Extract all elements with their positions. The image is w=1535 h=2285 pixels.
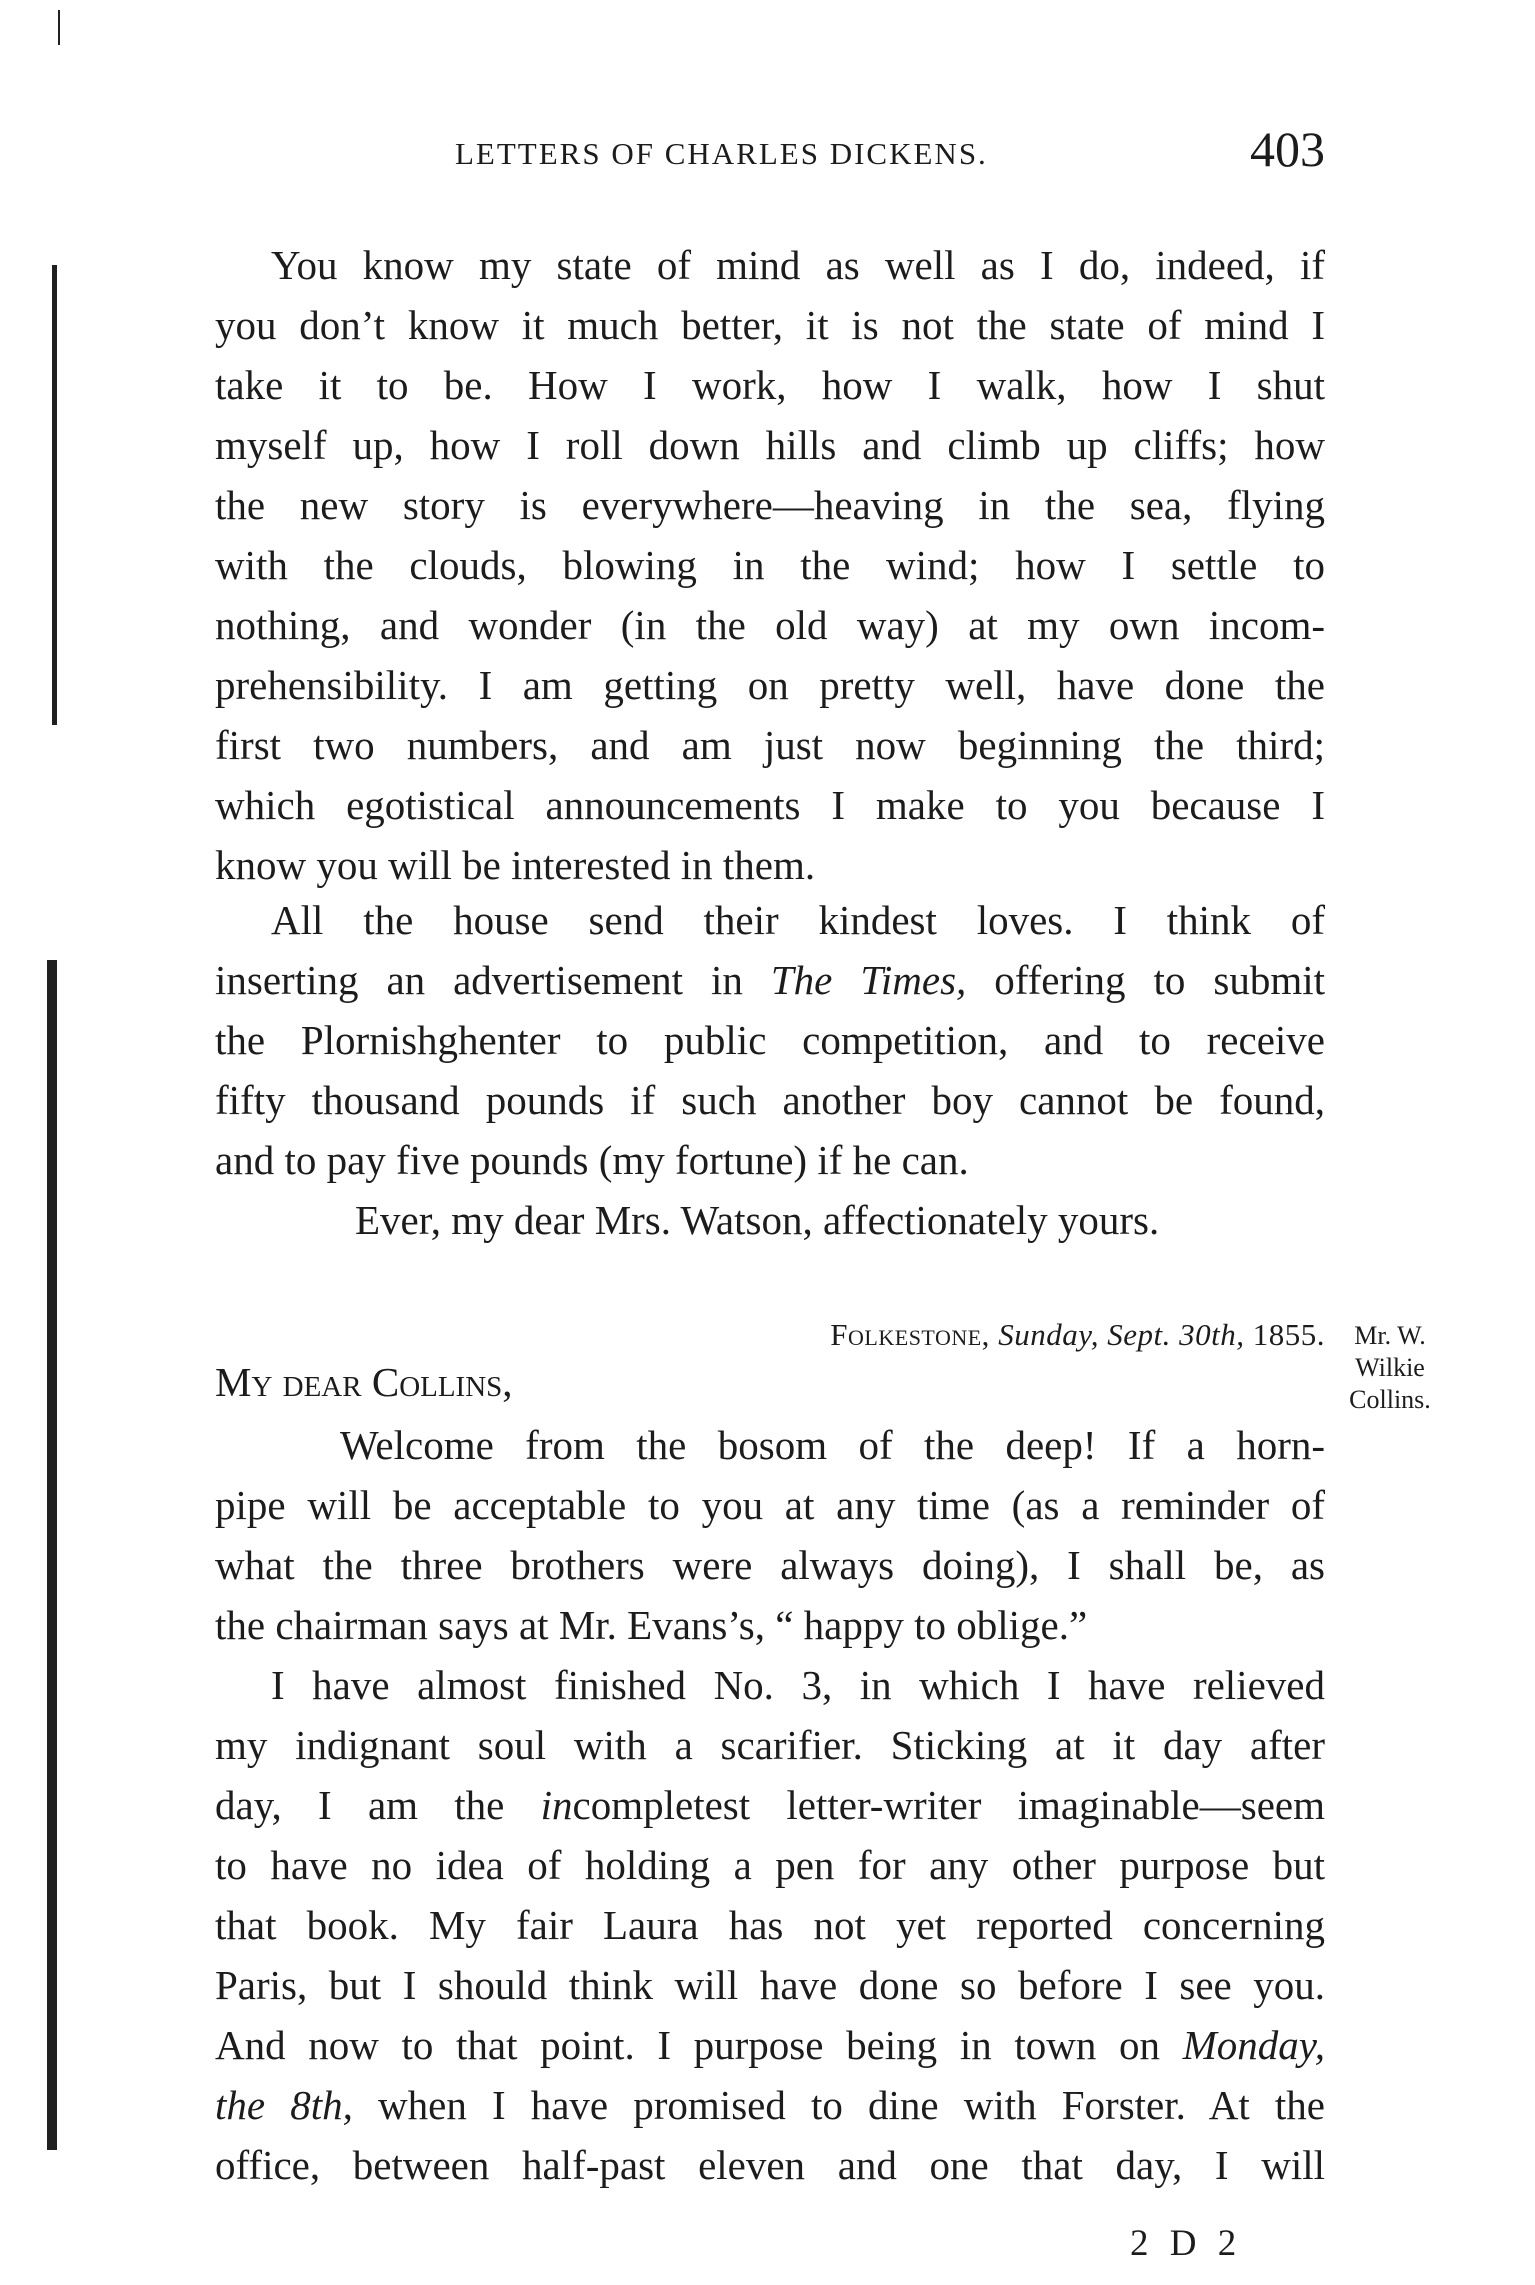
text-line: what the three brothers were always doing), I shall be, as xyxy=(215,1542,1325,1588)
text-line: I have almost finished No. 3, in which I have relieved xyxy=(271,1662,1325,1708)
text-line: first two numbers, and am just now beginning the third; xyxy=(215,722,1325,768)
text-line: Paris, but I should think will have done so before I see you. xyxy=(215,1962,1325,2008)
text-line: which egotistical announcements I make to you because I xyxy=(215,782,1325,828)
dateline-month: Sept. 30th, xyxy=(1107,1317,1245,1352)
text-line: Welcome from the bosom of the deep! If a horn- xyxy=(340,1422,1325,1468)
letter2-salutation: My dear Collins, xyxy=(215,1359,513,1405)
text-line: myself up, how I roll down hills and climb up cliffs; how xyxy=(215,422,1325,468)
binding-edge-mark xyxy=(52,265,57,725)
text-run: day, I am the xyxy=(215,1782,541,1828)
newspaper-title: The Times, xyxy=(770,957,967,1003)
text-line xyxy=(215,950,1325,1010)
emphasis: Monday, xyxy=(1182,2022,1325,2068)
text-line: the chairman says at Mr. Evans’s, “ happy to oblige.” xyxy=(215,1602,1088,1648)
text-line xyxy=(215,2015,1325,2075)
emphasis: in xyxy=(540,1782,573,1828)
dateline-year: 1855. xyxy=(1252,1317,1325,1352)
letter2-dateline xyxy=(830,1317,1325,1353)
text-run: completest letter-writer imaginable—seem xyxy=(572,1782,1325,1828)
text-line: to have no idea of holding a pen for any other purpose but xyxy=(215,1842,1325,1888)
text-line: You know my state of mind as well as I do, indeed, if xyxy=(271,242,1325,288)
side-note-line: Collins. xyxy=(1349,1385,1431,1414)
letter2-paragraph1 xyxy=(215,1415,1325,1655)
text-line: fifty thousand pounds if such another boy cannot be found, xyxy=(215,1077,1325,1123)
letter1-paragraph1 xyxy=(215,235,1325,895)
binding-edge-mark xyxy=(58,10,60,45)
emphasis: the 8th, xyxy=(215,2082,353,2128)
text-line xyxy=(215,2075,1325,2135)
text-line: and to pay five pounds (my fortune) if he can. xyxy=(215,1137,969,1183)
side-note-line: Wilkie xyxy=(1355,1353,1425,1382)
text-line: know you will be interested in them. xyxy=(215,842,816,888)
text-line: with the clouds, blowing in the wind; how I settle to xyxy=(215,542,1325,588)
text-run: when I have promised to dine with Forster. At the xyxy=(352,2082,1325,2128)
text-line: the new story is everywhere—heaving in the sea, flying xyxy=(215,482,1325,528)
text-line: All the house send their kindest loves. I think of xyxy=(271,897,1325,943)
side-note-line: Mr. W. xyxy=(1354,1321,1426,1350)
text-line xyxy=(215,1775,1325,1835)
letter2-paragraph2 xyxy=(215,1655,1325,2195)
text-line: prehensibility. I am getting on pretty well, have done the xyxy=(215,662,1325,708)
signature-mark: 2 D 2 xyxy=(1130,2223,1243,2264)
page-number: 403 xyxy=(1250,121,1325,177)
running-head xyxy=(215,120,1325,180)
text-line: my indignant soul with a scarifier. Sticking at it day after xyxy=(215,1722,1325,1768)
dateline-day: Sunday, xyxy=(998,1317,1099,1352)
text-line: pipe will be acceptable to you at any time (as a reminder of xyxy=(215,1482,1325,1528)
text-line: you don’t know it much better, it is not the state of mind I xyxy=(215,302,1325,348)
letter1-paragraph2 xyxy=(215,890,1325,1190)
letter1-closing: Ever, my dear Mrs. Watson, affectionately yours. xyxy=(355,1197,1160,1243)
running-title: LETTERS OF CHARLES DICKENS. xyxy=(455,136,988,171)
text-line: that book. My fair Laura has not yet reported concerning xyxy=(215,1902,1325,1948)
text-run: offering to submit xyxy=(966,957,1325,1003)
text-run: And now to that point. I purpose being in town on xyxy=(215,2022,1183,2068)
binding-edge-mark xyxy=(47,960,57,2150)
text-run: inserting an advertisement in xyxy=(215,957,771,1003)
text-line: nothing, and wonder (in the old way) at my own incom- xyxy=(215,602,1325,648)
text-line: the Plornishghenter to public competition, and to receive xyxy=(215,1017,1325,1063)
recipient-side-note xyxy=(1335,1320,1445,1416)
text-line: take it to be. How I work, how I walk, how I shut xyxy=(215,362,1325,408)
text-line: office, between half-past eleven and one that day, I will xyxy=(215,2142,1325,2188)
dateline-place: Folkestone, xyxy=(830,1317,990,1352)
